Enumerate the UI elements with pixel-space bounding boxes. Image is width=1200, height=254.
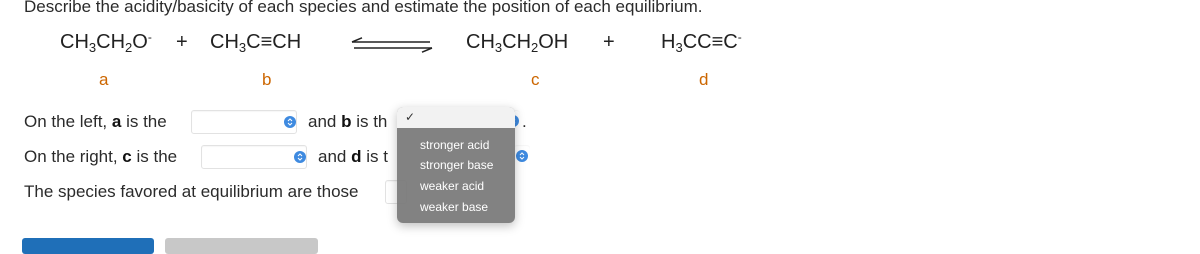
option-stronger-base[interactable]: stronger base <box>420 158 494 172</box>
label-a: a <box>99 70 109 89</box>
select-chevron-icon <box>516 150 528 162</box>
species-b: $CH_3C\equiv CH$ <box>210 31 302 55</box>
option-weaker-acid[interactable]: weaker acid <box>420 179 485 193</box>
submit-button[interactable] <box>22 238 154 254</box>
right-c-select[interactable] <box>201 145 307 169</box>
species-d: $H_3CC\equiv C^-$ <box>661 30 742 55</box>
species-c: $CH_3CH_2OH$ <box>466 31 569 55</box>
retry-button[interactable] <box>165 238 318 254</box>
left-side-sentence: On the left, a is the <box>24 112 167 131</box>
left-a-select[interactable] <box>191 110 297 134</box>
question-text: Describe the acidity/basicity of each species and estimate the position of each equilibrium. <box>24 0 703 16</box>
select-chevron-icon <box>284 116 296 128</box>
left-period: . <box>522 112 527 131</box>
right-side-sentence-d: and d is t <box>318 147 388 166</box>
right-d-select[interactable] <box>514 145 530 167</box>
plus-sign-2: + <box>603 31 615 53</box>
label-d: d <box>699 70 709 89</box>
label-c: c <box>531 70 540 89</box>
right-side-sentence: On the right, c is the <box>24 147 178 166</box>
plus-sign-1: + <box>176 31 188 53</box>
species-a: $CH_3CH_2O^-$ <box>60 30 152 55</box>
option-weaker-base[interactable]: weaker base <box>420 200 489 214</box>
left-side-sentence-b: and b is th <box>308 112 388 131</box>
dropdown-menu <box>397 107 515 223</box>
equilibrium-arrow-icon <box>350 37 436 53</box>
equilibrium-sentence: The species favored at equilibrium are those <box>24 182 359 201</box>
option-stronger-acid[interactable]: stronger acid <box>420 138 490 152</box>
select-chevron-icon <box>294 151 306 163</box>
dropdown-selected-row[interactable] <box>397 107 515 128</box>
label-b: b <box>262 70 272 89</box>
check-icon: ✓ <box>405 110 416 124</box>
